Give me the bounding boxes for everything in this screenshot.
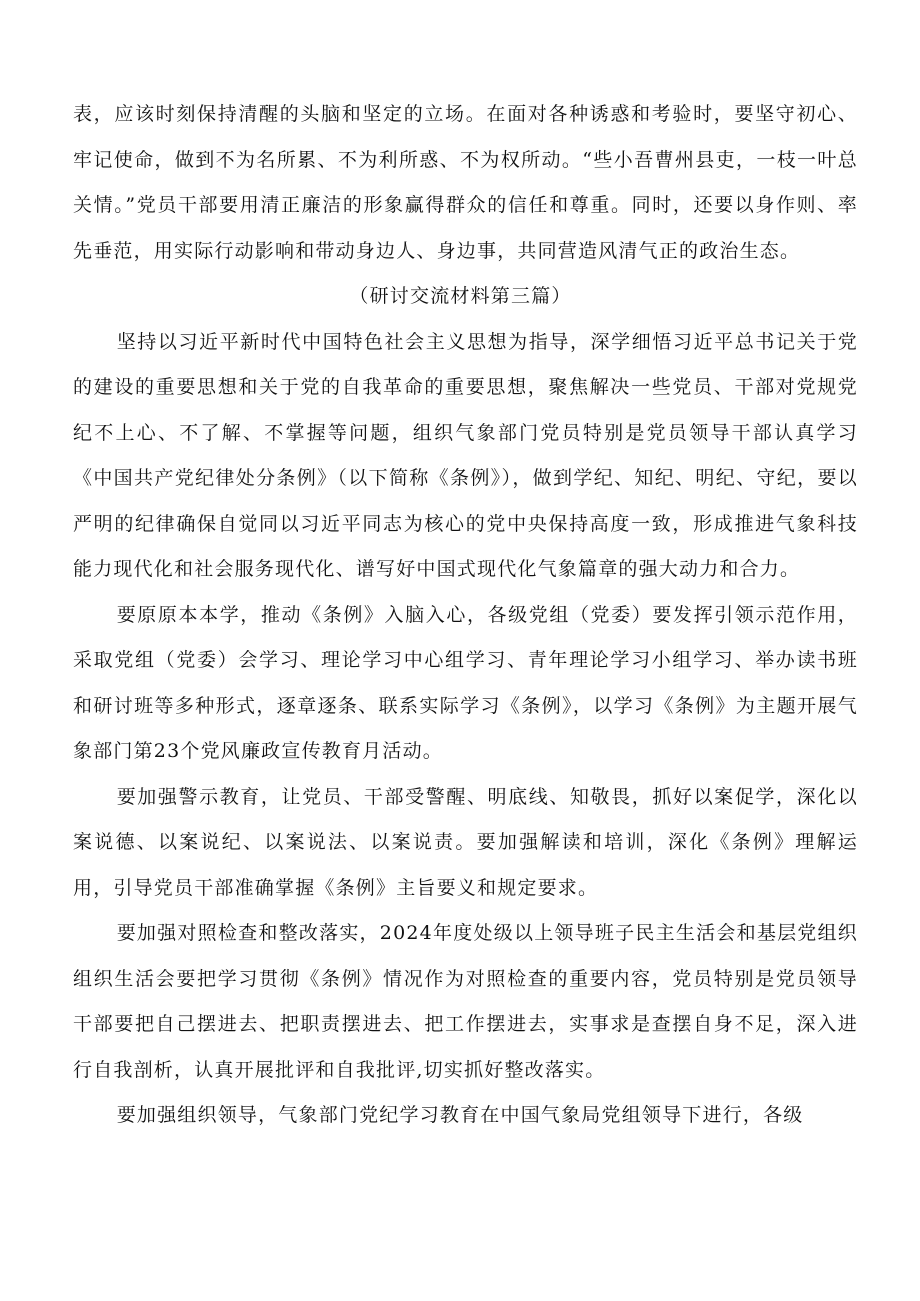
body-paragraph-2: 要原原本本学，推动《条例》入脑入心，各级党组（党委）要发挥引领示范作用，采取党组（党委）会学习、理论学习中心组学习、青年理论学习小组学习、举办读书班和研讨班等多种形式，逐章逐条、联系实际学习《条例》，以学习《条例》为主题开展气象部门第23个党风廉政宣传教育月活动。 (73, 603, 858, 762)
body-paragraph-1: 坚持以习近平新时代中国特色社会主义思想为指导，深学细悟习近平总书记关于党的建设的重要思想和关于党的自我革命的重要思想，聚焦解决一些党员、干部对党规党纪不上心、不了解、不掌握等问题，组织气象部门党员特别是党员领导干部认真学习《中国共产党纪律处分条例》（以下简称《条例》），做到学纪、知纪、明纪、守纪，要以严明的纪律确保自觉同以习近平同志为核心的党中央保持高度一致，形成推进气象科技能力现代化和社会服务现代化、谱写好中国式现代化气象篇章的强大动力和合力。 (73, 330, 858, 580)
continuation-paragraph: 表，应该时刻保持清醒的头脑和坚定的立场。在面对各种诱惑和考验时，要坚守初心、牢记使命，做到不为名所累、不为利所惑、不为权所动。“些小吾曹州县吏，一枝一叶总关情。”党员干部要用清正廉洁的形象赢得群众的信任和尊重。同时，还要以身作则、率先垂范，用实际行动影响和带动身边人、身边事，共同营造风清气正的政治生态。 (73, 103, 858, 262)
section-heading: （研讨交流材料第三篇） (349, 285, 572, 307)
body-paragraph-5: 要加强组织领导，气象部门党纪学习教育在中国气象局党组领导下进行，各级 (116, 1104, 804, 1126)
body-paragraph-3: 要加强警示教育，让党员、干部受警醒、明底线、知敬畏，抓好以案促学，深化以案说德、以案说纪、以案说法、以案说责。要加强解读和培训，深化《条例》理解运用，引导党员干部准确掌握《条例》主旨要义和规定要求。 (73, 785, 858, 899)
body-paragraph-4: 要加强对照检查和整改落实，2024年度处级以上领导班子民主生活会和基层党组织组织生活会要把学习贯彻《条例》情况作为对照检查的重要内容，党员特别是党员领导干部要把自己摆进去、把职责摆进去、把工作摆进去，实事求是查摆自身不足，深入进行自我剖析，认真开展批评和自我批评,切实抓好整改落实。 (73, 922, 858, 1081)
